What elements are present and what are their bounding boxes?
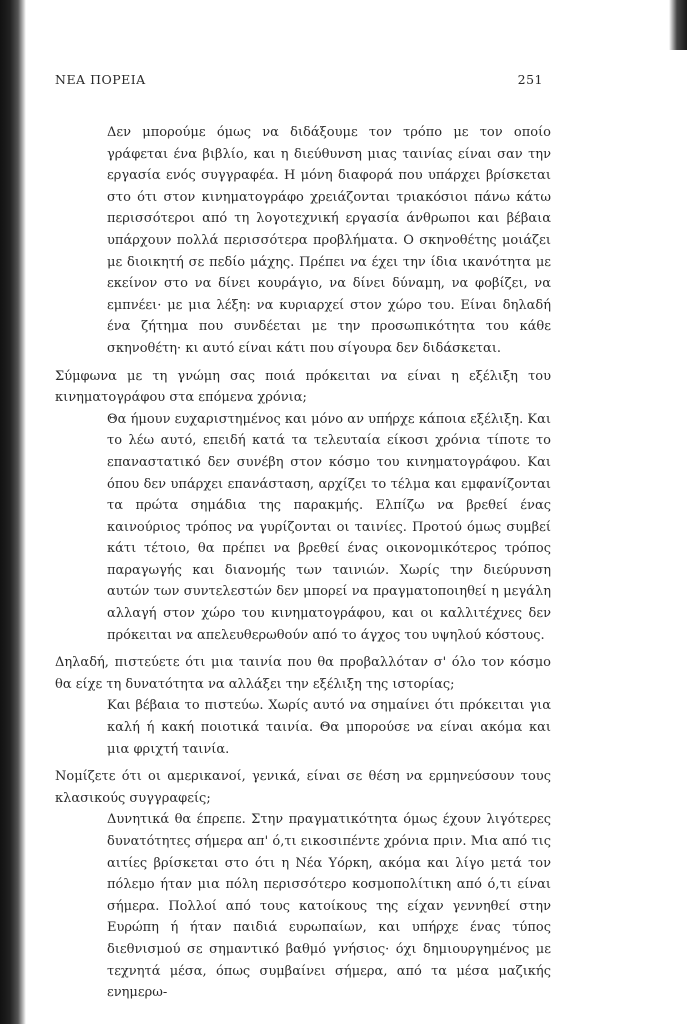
running-title: ΝΕΑ ΠΟΡΕΙΑ — [55, 72, 146, 87]
question-paragraph: Δηλαδή, πιστεύετε ότι μια ταινία που θα προβαλλόταν σ' όλο τον κόσμο θα είχε τη δυνατότητα να αλλάξει την εξέλιξη της ιστορίας; — [55, 655, 551, 692]
question-paragraph: Νομίζετε ότι οι αμερικανοί, γενικά, είναι σε θέση να ερμηνεύσουν τους κλασικούς συγγραφείς; — [55, 769, 551, 806]
answer-paragraph: Δεν μπορούμε όμως να διδάξουμε τον τρόπο με τον οποίο γράφεται ένα βιβλίο, και η διεύθυνση μιας ταινίας είναι σαν την εργασία ενός συγγραφέα. Η μόνη διαφορά που υπάρχει βρίσκεται στο ότι στον κινηματογράφο χρειάζονται τριακόσιοι πάνω κάτω περισσότεροι από τη λογοτεχνική εργασία άνθρωποι και βέβαια υπάρχουν πολλά περισσότερα προβλήματα. Ο σκηνοθέτης μοιάζει με διοικητή σε πεδίο μάχης. Πρέπει να έχει την ίδια ικανότητα με εκείνον στο να δίνει κουράγιο, να δίνει δύναμη, να φοβίζει, να εμπνέει· με μια λέξη: να κυριαρχεί στον χώρο του. Είναι δηλαδή ένα ζήτημα που συνδέεται με την προσωπικότητα του κάθε σκηνοθέτη· κι αυτό είναι κάτι που σίγουρα δεν διδάσκεται. — [107, 125, 551, 356]
answer-paragraph: Θα ήμουν ευχαριστημένος και μόνο αν υπήρχε κάποια εξέλιξη. Και το λέω αυτό, επειδή κατά τα τελευταία είκοσι χρόνια τίποτε το επαναστατικό δεν συνέβη στον κόσμο του κινηματογράφου. Και όπου δεν υπάρχει επανάσταση, αρχίζει το τέλμα και εμφανίζονται τα πρώτα σημάδια της παρακμής. Ελπίζω να βρεθεί ένας καινούριος τρόπος να γυρίζονται οι ταινίες. Προτού όμως συμβεί κάτι τέτοιο, θα πρέπει να βρεθεί ένας οικονομικότερος τρόπος παραγωγής και διανομής των ταινιών. Χωρίς την διεύρυνση αυτών των συντελεστών δεν μπορεί να πραγματοποιηθεί η μεγάλη αλλαγή στον χώρο του κινηματογράφου, και οι καλλιτέχνες δεν πρόκειται να απελευθερωθούν από το άγχος του υψηλού κόστους. — [107, 411, 551, 643]
answer-paragraph: Δυνητικά θα έπρεπε. Στην πραγματικότητα όμως έχουν λιγότερες δυνατότητες σήμερα απ' ό,τι εικοσιπέντε χρόνια πριν. Μια από τις αιτίες βρίσκεται στο ότι η Νέα Υόρκη, ακόμα και λίγο μετά τον πόλεμο ήταν μια πόλη περισσότερο κοσμοπολίτικη από ό,τι είναι σήμερα. Πολλοί από τους κατοίκους της είχαν γεννηθεί στην Ευρώπη ή ήταν παιδιά ευρωπαίων, και υπήρχε ένας τύπος διεθνισμού σε σημαντικό βαθμό γνήσιος· όχι δημιουργημένος με τεχνητά μέσα, όπως συμβαίνει σήμερα, από τα μέσα μαζικής ενημερω- — [107, 812, 551, 1001]
page-edge-shadow — [669, 0, 687, 50]
page-body — [55, 122, 551, 1010]
page-number: 251 — [517, 72, 543, 87]
running-head — [55, 72, 543, 87]
answer-paragraph: Και βέβαια το πιστεύω. Χωρίς αυτό να σημαίνει ότι πρόκειται για καλή ή κακή ποιοτικά ταινία. Θα μπορούσε να είναι ακόμα και μια φριχτή ταινία. — [107, 698, 551, 757]
binding-shadow — [0, 0, 26, 1024]
question-paragraph: Σύμφωνα με τη γνώμη σας ποιά πρόκειται να είναι η εξέλιξη του κινηματογράφου στα επόμενα χρόνια; — [55, 368, 551, 406]
